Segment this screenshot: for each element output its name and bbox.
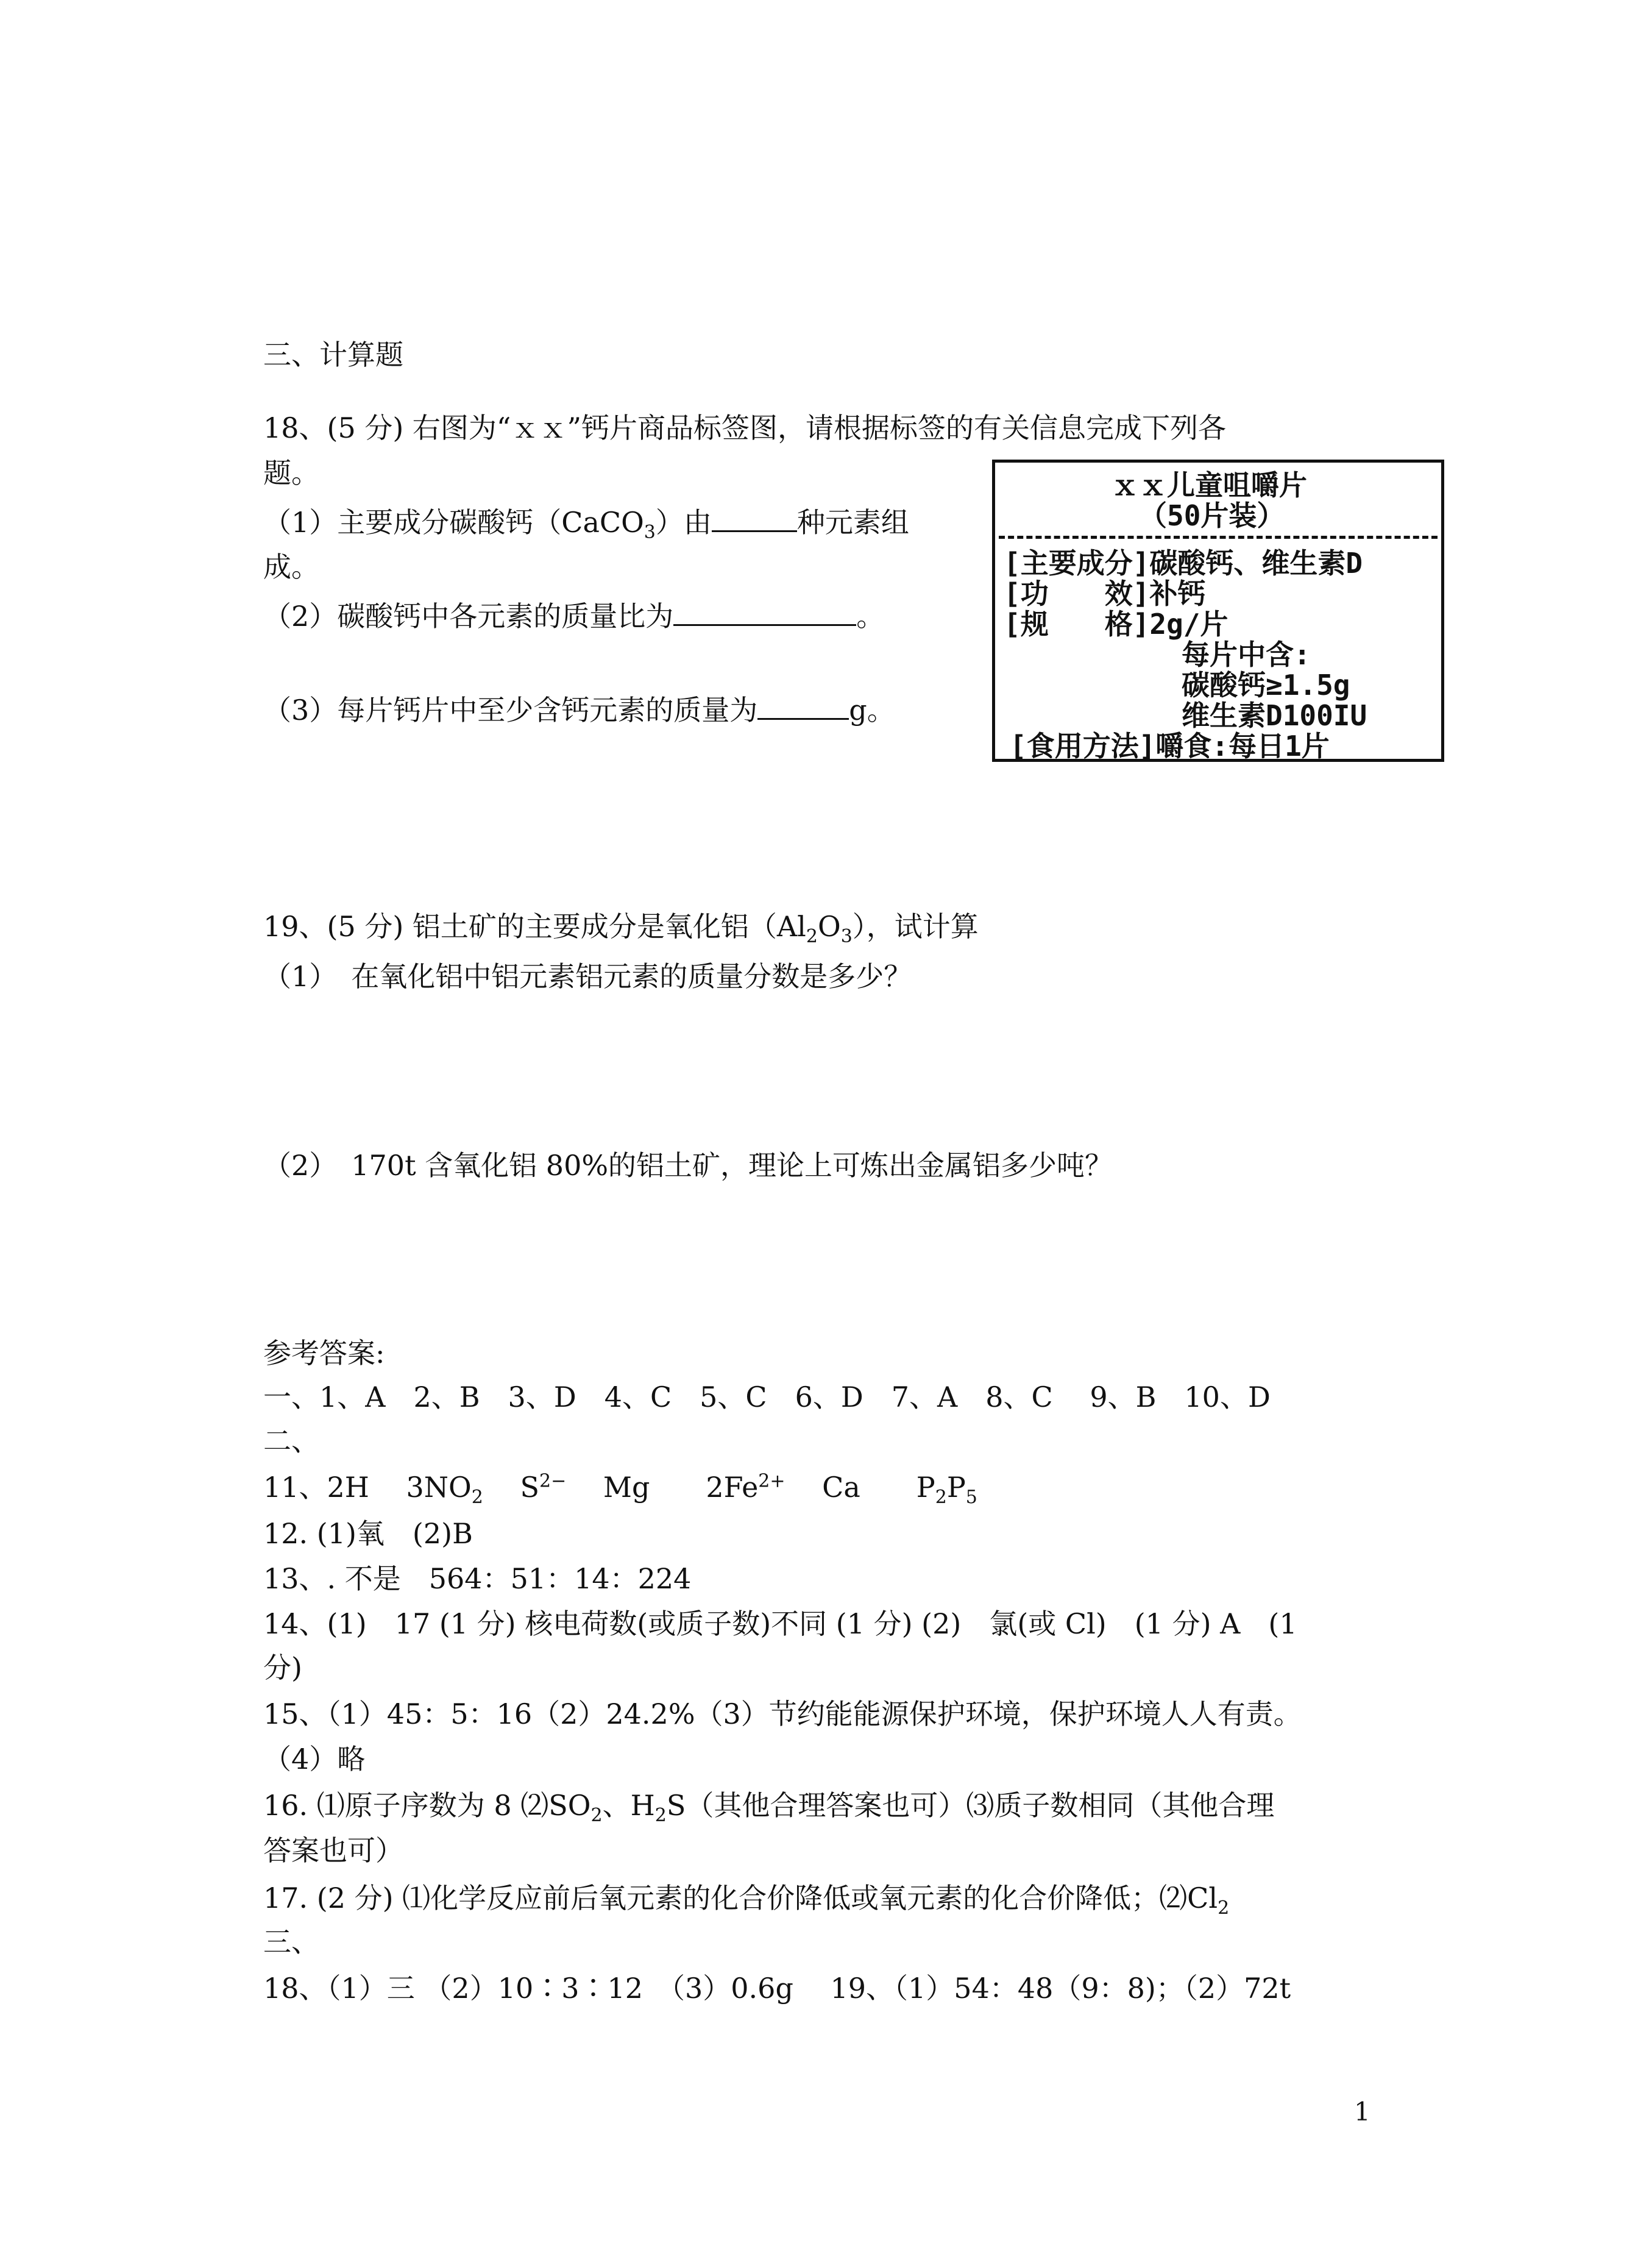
- answers-line-12: 17. (2 分) ⑴化学反应前后氧元素的化合价降低或氧元素的化合价降低；$⑵Cl_2$: [263, 1882, 1230, 1919]
- label-row-per-tablet: 每片中含:: [1182, 638, 1311, 671]
- label-divider: [999, 536, 1438, 539]
- answers-line-2: 二、: [263, 1424, 319, 1457]
- answers-line-9: （4）略: [263, 1743, 366, 1776]
- answers-line-8: 15、（1）45：5：16（2）24.2%（3）节约能能源保护环境，保护环境人人有责。: [263, 1697, 1302, 1730]
- q18-blank-2[interactable]: [673, 597, 856, 626]
- label-row-calcium: 碳酸钙≥1.5g: [1182, 669, 1350, 702]
- answers-line-14: 18、（1）三 （2）10∶3∶12 （3）0.6g 19、（1）54：48（9：8)；（2）72t: [263, 1972, 1291, 2005]
- label-row-usage: [食用方法]嚼食:每日1片: [1010, 730, 1330, 763]
- answers-line-1: 一、1、A 2、B 3、D 4、C 5、C 6、D 7、A 8、C 9、B 10、D: [263, 1381, 1271, 1413]
- q18-part1: （1）主要成分碳酸钙（CaCO$_3$）由 种元素组: [263, 503, 909, 541]
- answers-line-13: 三、: [263, 1925, 319, 1958]
- label-row-ingredients: [主要成分]碳酸钙、维生素D: [1004, 547, 1363, 580]
- answers-line-10: 16. ⑴原子序数为 8 $⑵SO_2$、$H_2S$（其他合理答案也可）⑶质子数相同（其他合理: [263, 1789, 1275, 1827]
- q18-intro: 18、(5 分) 右图为“ｘｘ”钙片商品标签图，请根据标签的有关信息完成下列各: [263, 411, 1226, 444]
- q18-part1-cont: 成。: [263, 550, 319, 583]
- section3-heading: 三、计算题: [263, 338, 403, 371]
- answers-line-6: 14、(1) 17 (1 分) 核电荷数(或质子数)不同 (1 分) (2) 氯(或 Cl) (1 分) A (1: [263, 1607, 1297, 1640]
- product-label: [992, 460, 1444, 762]
- q18-part3: （3）每片钙片中至少含钙元素的质量为 g。: [263, 691, 895, 728]
- q18-part2: （2）碳酸钙中各元素的质量比为 。: [263, 597, 884, 635]
- q19-intro: 19、(5 分) 铝土矿的主要成分是氧化铝$(Al_2O_3)$，试计算: [263, 910, 979, 948]
- label-subtitle: （50片装）: [1139, 499, 1285, 532]
- answers-line-5: 13、. 不是 564：51：14：224: [263, 1562, 692, 1595]
- answers-line-11: 答案也可）: [263, 1834, 403, 1867]
- label-row-vitamin: 维生素D100IU: [1182, 699, 1367, 732]
- label-title: ｘｘ儿童咀嚼片: [1111, 469, 1307, 502]
- label-row-effect: [功 效]补钙: [1004, 577, 1206, 610]
- q19-part1: （1） 在氧化铝中铝元素铝元素的质量分数是多少？: [263, 960, 912, 993]
- page-number: 1: [1354, 2097, 1370, 2127]
- q19-part2: （2） 170t 含氧化铝 80%的铝土矿，理论上可炼出金属铝多少吨？: [263, 1149, 1113, 1182]
- label-row-spec: [规 格]2g/片: [1004, 608, 1228, 641]
- q18-intro-cont: 题。: [263, 457, 319, 489]
- answers-heading: 参考答案:: [263, 1337, 385, 1370]
- answers-line-3: 11、2H $3NO_2$ $S^{2-}$ Mg $2Fe^{2+}$ Ca $P_2P_5$: [263, 1470, 977, 1509]
- q18-blank-3[interactable]: [757, 691, 849, 720]
- q18-blank-1[interactable]: [712, 503, 797, 532]
- answers-line-4: 12. (1)氧 (2)B: [263, 1517, 473, 1550]
- answers-line-7: 分): [263, 1651, 302, 1684]
